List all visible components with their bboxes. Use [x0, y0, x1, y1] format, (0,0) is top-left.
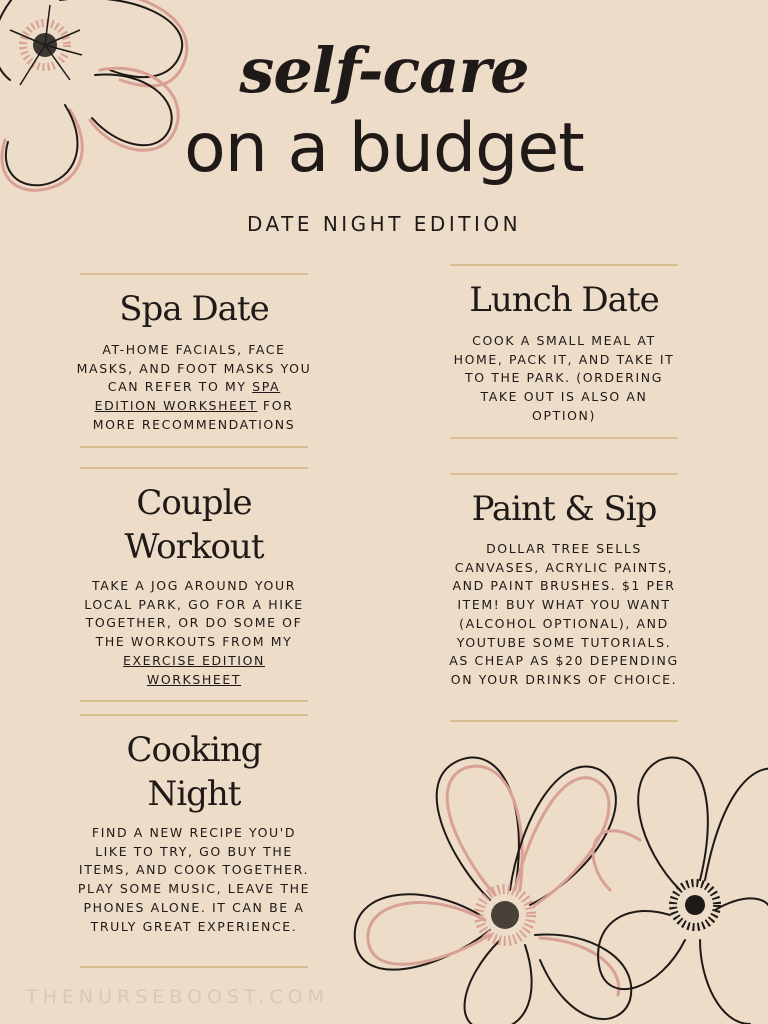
couple-workout-text: TAKE A JOG AROUND YOUR LOCAL PARK, GO FOR A HIKE TOGETHER, OR DO SOME OF THE WORKOUTS FROM MY	[84, 578, 304, 650]
site-watermark: THENURSEBOOST.COM	[26, 986, 329, 1008]
divider	[450, 437, 678, 439]
page-subtitle: DATE NIGHT EDITION	[246, 212, 522, 236]
divider	[450, 473, 678, 475]
cooking-night-title-line2: Night	[147, 773, 241, 814]
script-title: self-care	[239, 34, 529, 107]
divider	[80, 446, 308, 448]
cooking-night-body: FIND A NEW RECIPE YOU'D LIKE TO TRY, GO BUY THE ITEMS, AND COOK TOGETHER. PLAY SOME MUSIC, LEAVE THE PHONES ALONE. IT CAN BE A TRULY GREAT EXPERIENCE.	[77, 825, 311, 934]
divider	[80, 714, 308, 716]
paint-sip-title: Paint & Sip	[471, 489, 657, 529]
spa-date-body	[76, 341, 312, 435]
divider	[80, 966, 308, 968]
paint-sip-body: DOLLAR TREE SELLS CANVASES, ACRYLIC PAINTS, AND PAINT BRUSHES. $1 PER ITEM! BUY WHAT YOU WANT (ALCOHOL OPTIONAL), AND YOUTUBE SOME TUTORIALS. AS CHEAP AS $20 DEPENDING ON YOUR DRINKS OF CHOICE.	[449, 541, 679, 687]
spa-edition-link[interactable]: SPA EDITION WORKSHEET	[94, 379, 281, 414]
divider	[450, 264, 678, 266]
cooking-night-title	[70, 729, 318, 816]
spa-date-text-end: FOR MORE RECOMMENDATIONS	[92, 398, 296, 432]
spa-date-title: Spa Date	[119, 289, 269, 329]
main-title: on a budget	[184, 109, 584, 188]
couple-workout-body	[76, 577, 312, 689]
couple-workout-title-line1: Couple	[136, 483, 252, 523]
divider	[80, 700, 308, 702]
couple-workout-title	[70, 482, 318, 569]
couple-workout-title-line2: Workout	[124, 526, 264, 567]
lunch-date-title: Lunch Date	[469, 280, 659, 320]
divider	[80, 273, 308, 275]
divider	[450, 720, 678, 722]
cooking-night-title-line1: Cooking	[126, 730, 262, 770]
flower-bottom-right-icon	[340, 740, 768, 1024]
spa-date-text: AT-HOME FACIALS, FACE MASKS, AND FOOT MASKS YOU CAN REFER TO MY	[76, 342, 312, 395]
divider	[80, 467, 308, 469]
lunch-date-body: COOK A SMALL MEAL AT HOME, PACK IT, AND TAKE IT TO THE PARK. (ORDERING TAKE OUT IS ALSO AN OPTION)	[453, 333, 675, 423]
exercise-edition-link[interactable]: EXERCISE EDITION WORKSHEET	[123, 652, 265, 687]
